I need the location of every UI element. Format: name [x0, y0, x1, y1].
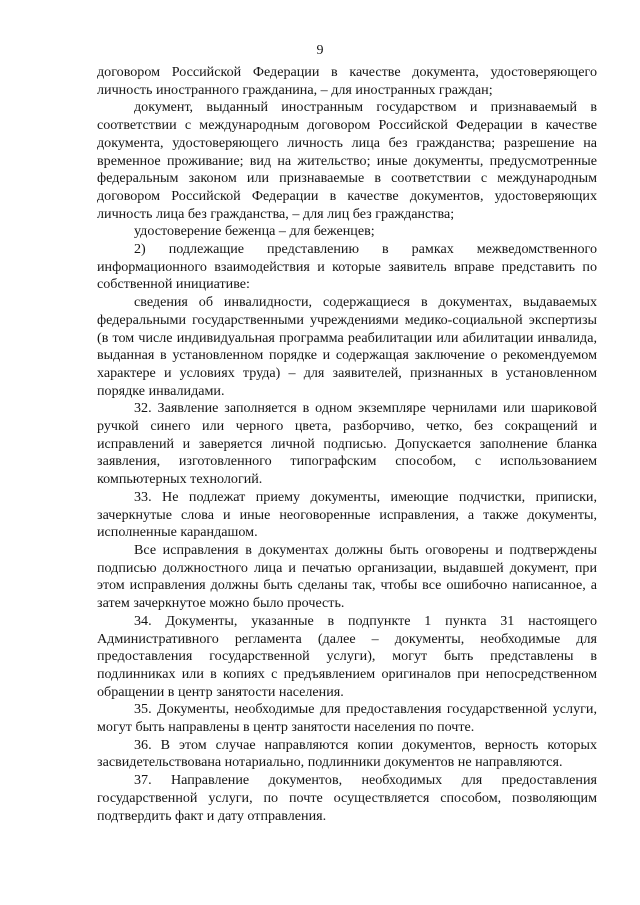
paragraph-refugee-id: удостоверение беженца – для беженцев;: [134, 223, 375, 240]
document-body: [97, 64, 597, 825]
paragraph-32: 32. Заявление заполняется в одном экземпляре чернилами или шариковой ручкой синего или черного цвета, разборчиво, четко, без сокращений и исправлений и заверяется личной подписью. Допускается заполнение бланка заявления, изготовленного типографским способом, с использованием компьютерных технологий.: [97, 400, 597, 488]
page-number: 9: [316, 43, 324, 58]
paragraph-36: 36. В этом случае направляются копии документов, верность которых засвидетельствована нотариально, подлинники документов не направляются.: [97, 736, 597, 771]
paragraph-stateless-id: документ, выданный иностранным государством и признаваемый в соответствии с международным договором Российской Федерации в качестве документа, удостоверяющего личность лица без гражданства; разрешение на временное проживание; вид на жительство; иные документы, предусмотренные федеральным законом или признаваемые в соответствии с международным договором Российской Федерации в качестве документов, удостоверяющих личность лица без гражданства, – для лиц без гражданства;: [97, 99, 597, 222]
paragraph-35: 35. Документы, необходимые для предоставления государственной услуги, могут быть направлены в центр занятости населения по почте.: [97, 701, 597, 736]
paragraph-item-2: 2) подлежащие представлению в рамках межведомственного информационного взаимодействия и которые заявитель вправе представить по собственной инициативе:: [97, 241, 597, 293]
paragraph-continuation: договором Российской Федерации в качестве документа, удостоверяющего личность иностранного гражданина, – для иностранных граждан;: [97, 64, 597, 98]
paragraph-disability-info: сведения об инвалидности, содержащиеся в документах, выдаваемых федеральными государственными учреждениями медико-социальной экспертизы (в том числе индивидуальная программа реабилитации или абилитации инвалида, выданная в установленном порядке и содержащая заключение о рекомендуемом характере и условиях труда) – для заявителей, признанных в установленном порядке инвалидами.: [97, 294, 597, 399]
paragraph-33: 33. Не подлежат приему документы, имеющие подчистки, приписки, зачеркнутые слова и иные неоговоренные исправления, а также документы, исполненные карандашом.: [97, 488, 597, 541]
paragraph-corrections: Все исправления в документах должны быть оговорены и подтверждены подписью должностного лица и печатью организации, выдавшей документ, при этом исправления должны быть сделаны так, чтобы все ошибочно написанное, а затем зачеркнутое можно было прочесть.: [97, 541, 597, 612]
paragraph-37: 37. Направление документов, необходимых для предоставления государственной услуги, по почте осуществляется способом, позволяющим подтвердить факт и дату отправления.: [97, 772, 597, 824]
paragraph-34: 34. Документы, указанные в подпункте 1 пункта 31 настоящего Административного регламента (далее – документы, необходимые для предоставления государственной услуги), могут быть представлены в подлинниках или в копиях с предъявлением оригиналов при непосредственном обращении в центр занятости населения.: [97, 612, 597, 700]
